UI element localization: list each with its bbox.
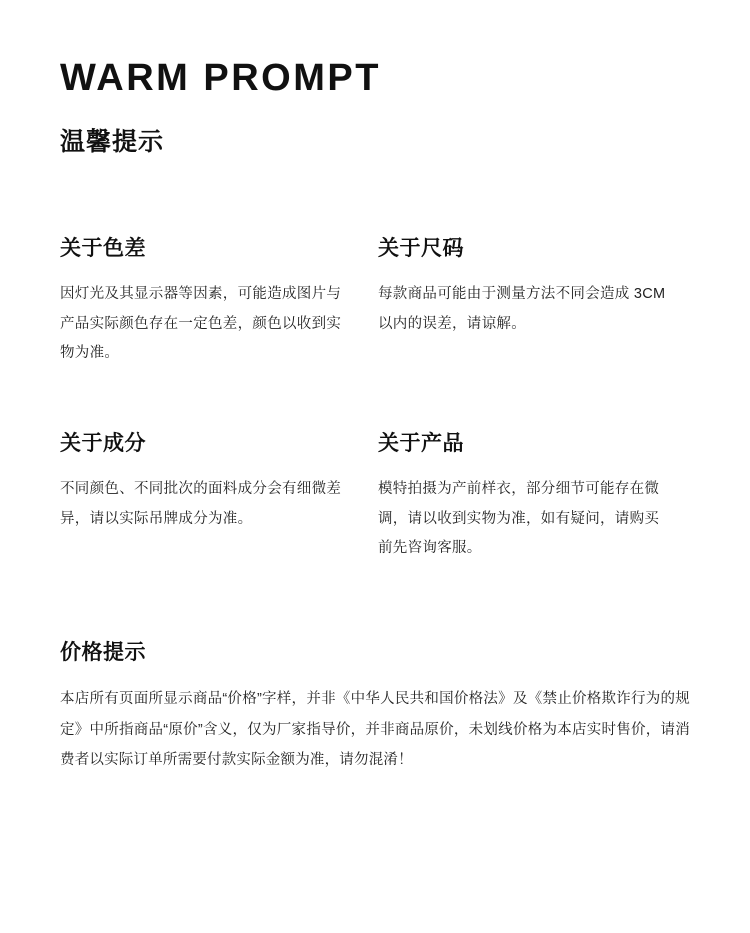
price-notice-heading: 价格提示 xyxy=(60,641,146,665)
notice-body-size: 每款商品可能由于测量方法不同会造成 3CM 以内的误差，请谅解。 xyxy=(378,285,666,332)
page-title-english: WARM PROMPT xyxy=(60,57,381,99)
notice-heading-color-difference: 关于色差 xyxy=(60,236,146,260)
notice-grid xyxy=(60,232,690,564)
notice-heading-composition: 关于成分 xyxy=(60,431,146,455)
notice-product xyxy=(378,427,690,564)
price-notice-body: 本店所有页面所显示商品“价格”字样，并非《中华人民共和国价格法》及《禁止价格欺诈行为的规定》中所指商品“原价”含义，仅为厂家指导价，并非商品原价，未划线价格为本店实时售价，请消费者以实际订单所需要付款实际金额为准，请勿混淆！ xyxy=(60,691,690,768)
page-title-chinese: 温馨提示 xyxy=(60,127,165,156)
notice-body-composition: 不同颜色、不同批次的面料成分会有细微差异，请以实际吊牌成分为准。 xyxy=(60,480,342,527)
notice-body-product: 模特拍摄为产前样衣，部分细节可能存在微调，请以收到实物为准，如有疑问，请购买前先咨询客服。 xyxy=(378,480,660,557)
price-notice-block xyxy=(60,636,690,775)
notice-composition xyxy=(60,427,378,564)
notice-color-difference xyxy=(60,232,378,369)
notice-size xyxy=(378,232,690,369)
notice-heading-product: 关于产品 xyxy=(378,431,464,455)
notice-heading-size: 关于尺码 xyxy=(378,236,464,260)
notice-body-color-difference: 因灯光及其显示器等因素，可能造成图片与产品实际颜色存在一定色差，颜色以收到实物为准。 xyxy=(60,285,342,362)
